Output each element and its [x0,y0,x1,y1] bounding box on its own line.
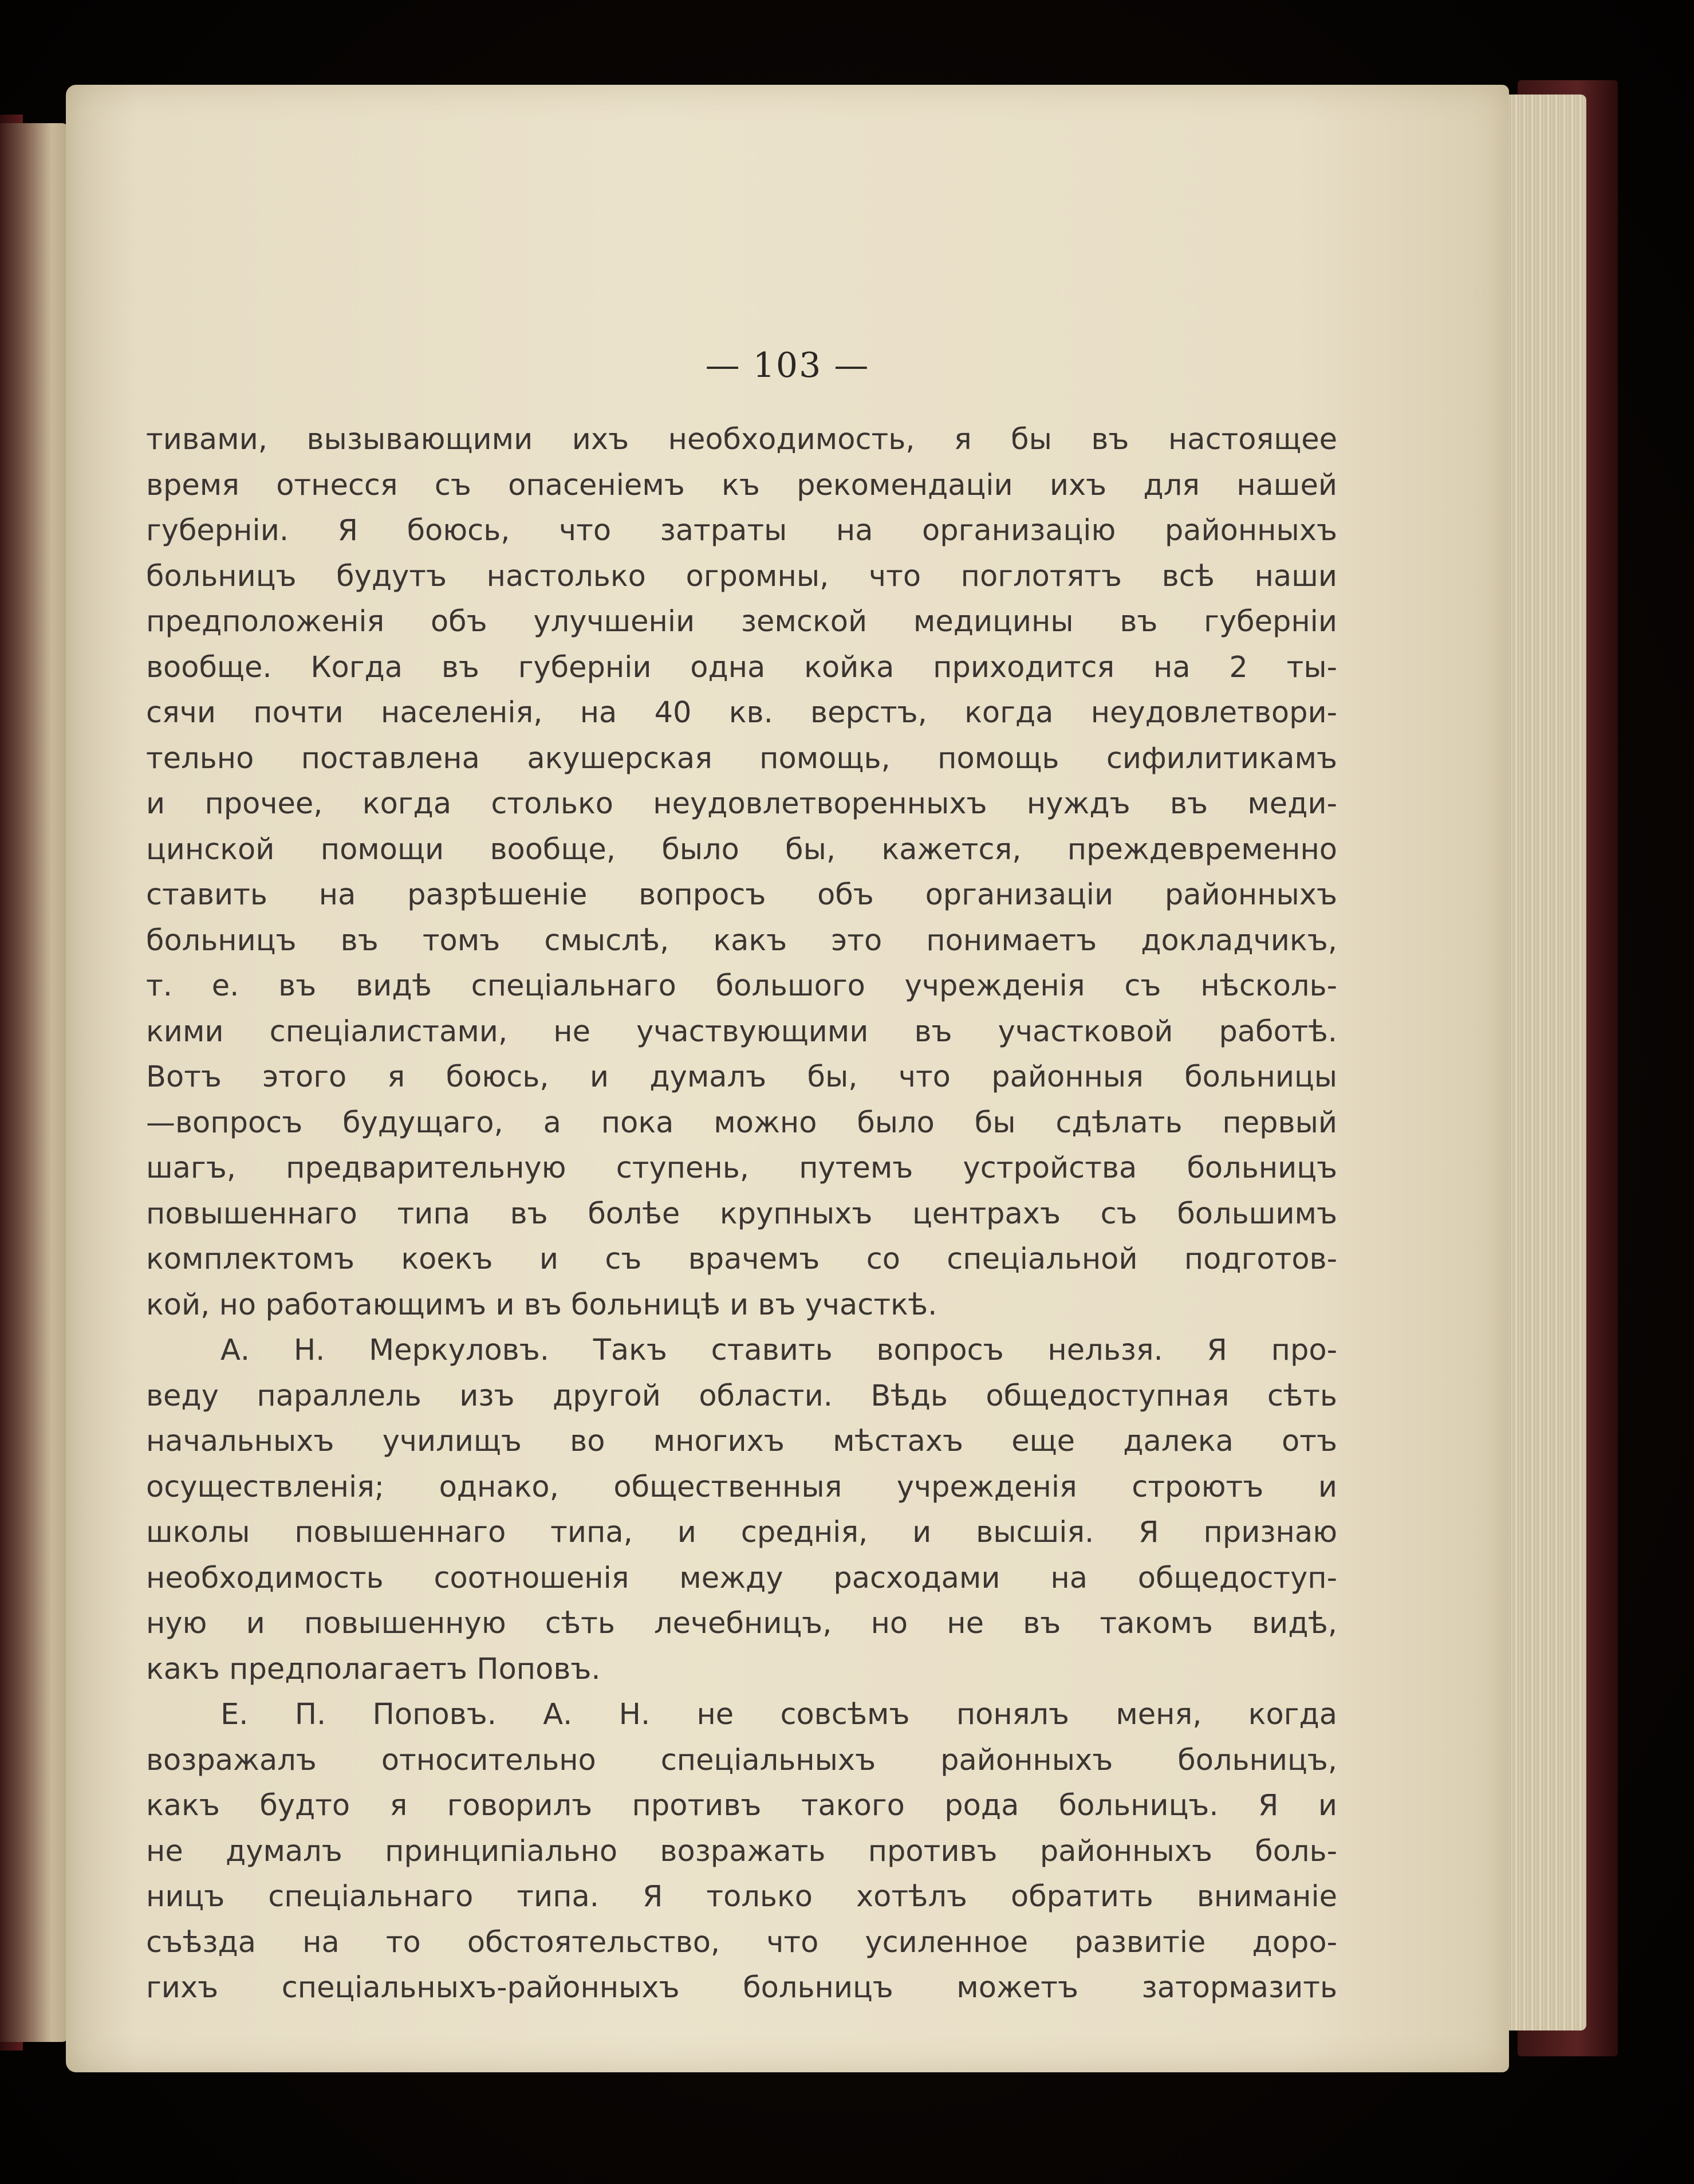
text-line: ницъ спеціальнаго типа. Я только хотѣлъ обратить вниманіе [146,1880,1337,1914]
text-line: —вопросъ будущаго, а пока можно было бы сдѣлать первый [146,1105,1337,1140]
text-line: кой, но работающимъ и въ больницѣ и въ участкѣ. [146,1288,937,1322]
text-line: А. Н. Меркуловъ. Такъ ставить вопросъ нельзя. Я про- [220,1333,1337,1367]
text-line: тивами, вызывающими ихъ необходимость, я бы въ настоящее [146,423,1337,457]
text-line: Вотъ этого я боюсь, и думалъ бы, что районныя больницы [146,1060,1337,1094]
text-line: не думалъ принципіально возражать противъ районныхъ боль- [146,1834,1337,1868]
text-line: ставить на разрѣшеніе вопросъ объ организаціи районныхъ [146,878,1337,912]
text-line: больницъ въ томъ смыслѣ, какъ это понимаетъ докладчикъ, [146,923,1337,958]
text-line: съѣзда на то обстоятельство, что усиленное развитіе доро- [146,1925,1337,1959]
text-line: осуществленія; однако, общественныя учрежденія строютъ и [146,1470,1337,1504]
text-line: цинской помощи вообще, было бы, кажется, преждевременно [146,832,1337,867]
text-line: веду параллель изъ другой области. Вѣдь общедоступная сѣть [146,1379,1337,1413]
text-line: какъ будто я говорилъ противъ такого рода больницъ. Я и [146,1789,1337,1823]
text-line: ную и повышенную сѣть лечебницъ, но не въ такомъ видѣ, [146,1607,1337,1640]
text-line: и прочее, когда столько неудовлетворенныхъ нуждъ въ меди- [146,787,1337,821]
text-line: тельно поставлена акушерская помощь, помощь сифилитикамъ [146,741,1337,776]
text-line: гихъ спеціальныхъ-районныхъ больницъ можетъ затормазить [146,1971,1337,2005]
text-line: школы повышеннаго типа, и среднія, и высшія. Я признаю [146,1516,1337,1549]
text-line: сячи почти населенія, на 40 кв. верстъ, когда неудовлетвори- [146,696,1337,730]
text-line: комплектомъ коекъ и съ врачемъ со спеціальной подготов- [146,1242,1337,1276]
book-page [66,85,1509,2072]
text-line: больницъ будутъ настолько огромны, что поглотятъ всѣ наши [146,559,1337,593]
text-line: возражалъ относительно спеціальныхъ районныхъ больницъ, [146,1743,1337,1777]
text-line: т. е. въ видѣ спеціальнаго большого учрежденія съ нѣсколь- [146,969,1337,1003]
text-line: губерніи. Я боюсь, что затраты на организацію районныхъ [146,514,1337,548]
text-line: шагъ, предварительную ступень, путемъ устройства больницъ [146,1151,1337,1185]
page-text [146,417,1337,2011]
text-line: Е. П. Поповъ. А. Н. не совсѣмъ понялъ меня, когда [220,1698,1337,1732]
text-line: какъ предполагаетъ Поповъ. [146,1652,601,1686]
page-number: — 103 — [705,345,870,385]
text-line: время отнесся съ опасеніемъ къ рекомендаціи ихъ для нашей [146,468,1337,502]
text-line: кими спеціалистами, не участвующими въ участковой работѣ. [146,1014,1337,1049]
text-line: необходимость соотношенія между расходами на общедоступ- [146,1561,1337,1595]
text-line: предположенія объ улучшеніи земской медицины въ губерніи [146,605,1337,639]
text-line: вообще. Когда въ губерніи одна койка приходится на 2 ты- [146,650,1337,684]
left-page-edge [0,123,69,2042]
text-line: начальныхъ училищъ во многихъ мѣстахъ еще далека отъ [146,1424,1337,1458]
text-line: повышеннаго типа въ болѣе крупныхъ центрахъ съ большимъ [146,1197,1337,1231]
